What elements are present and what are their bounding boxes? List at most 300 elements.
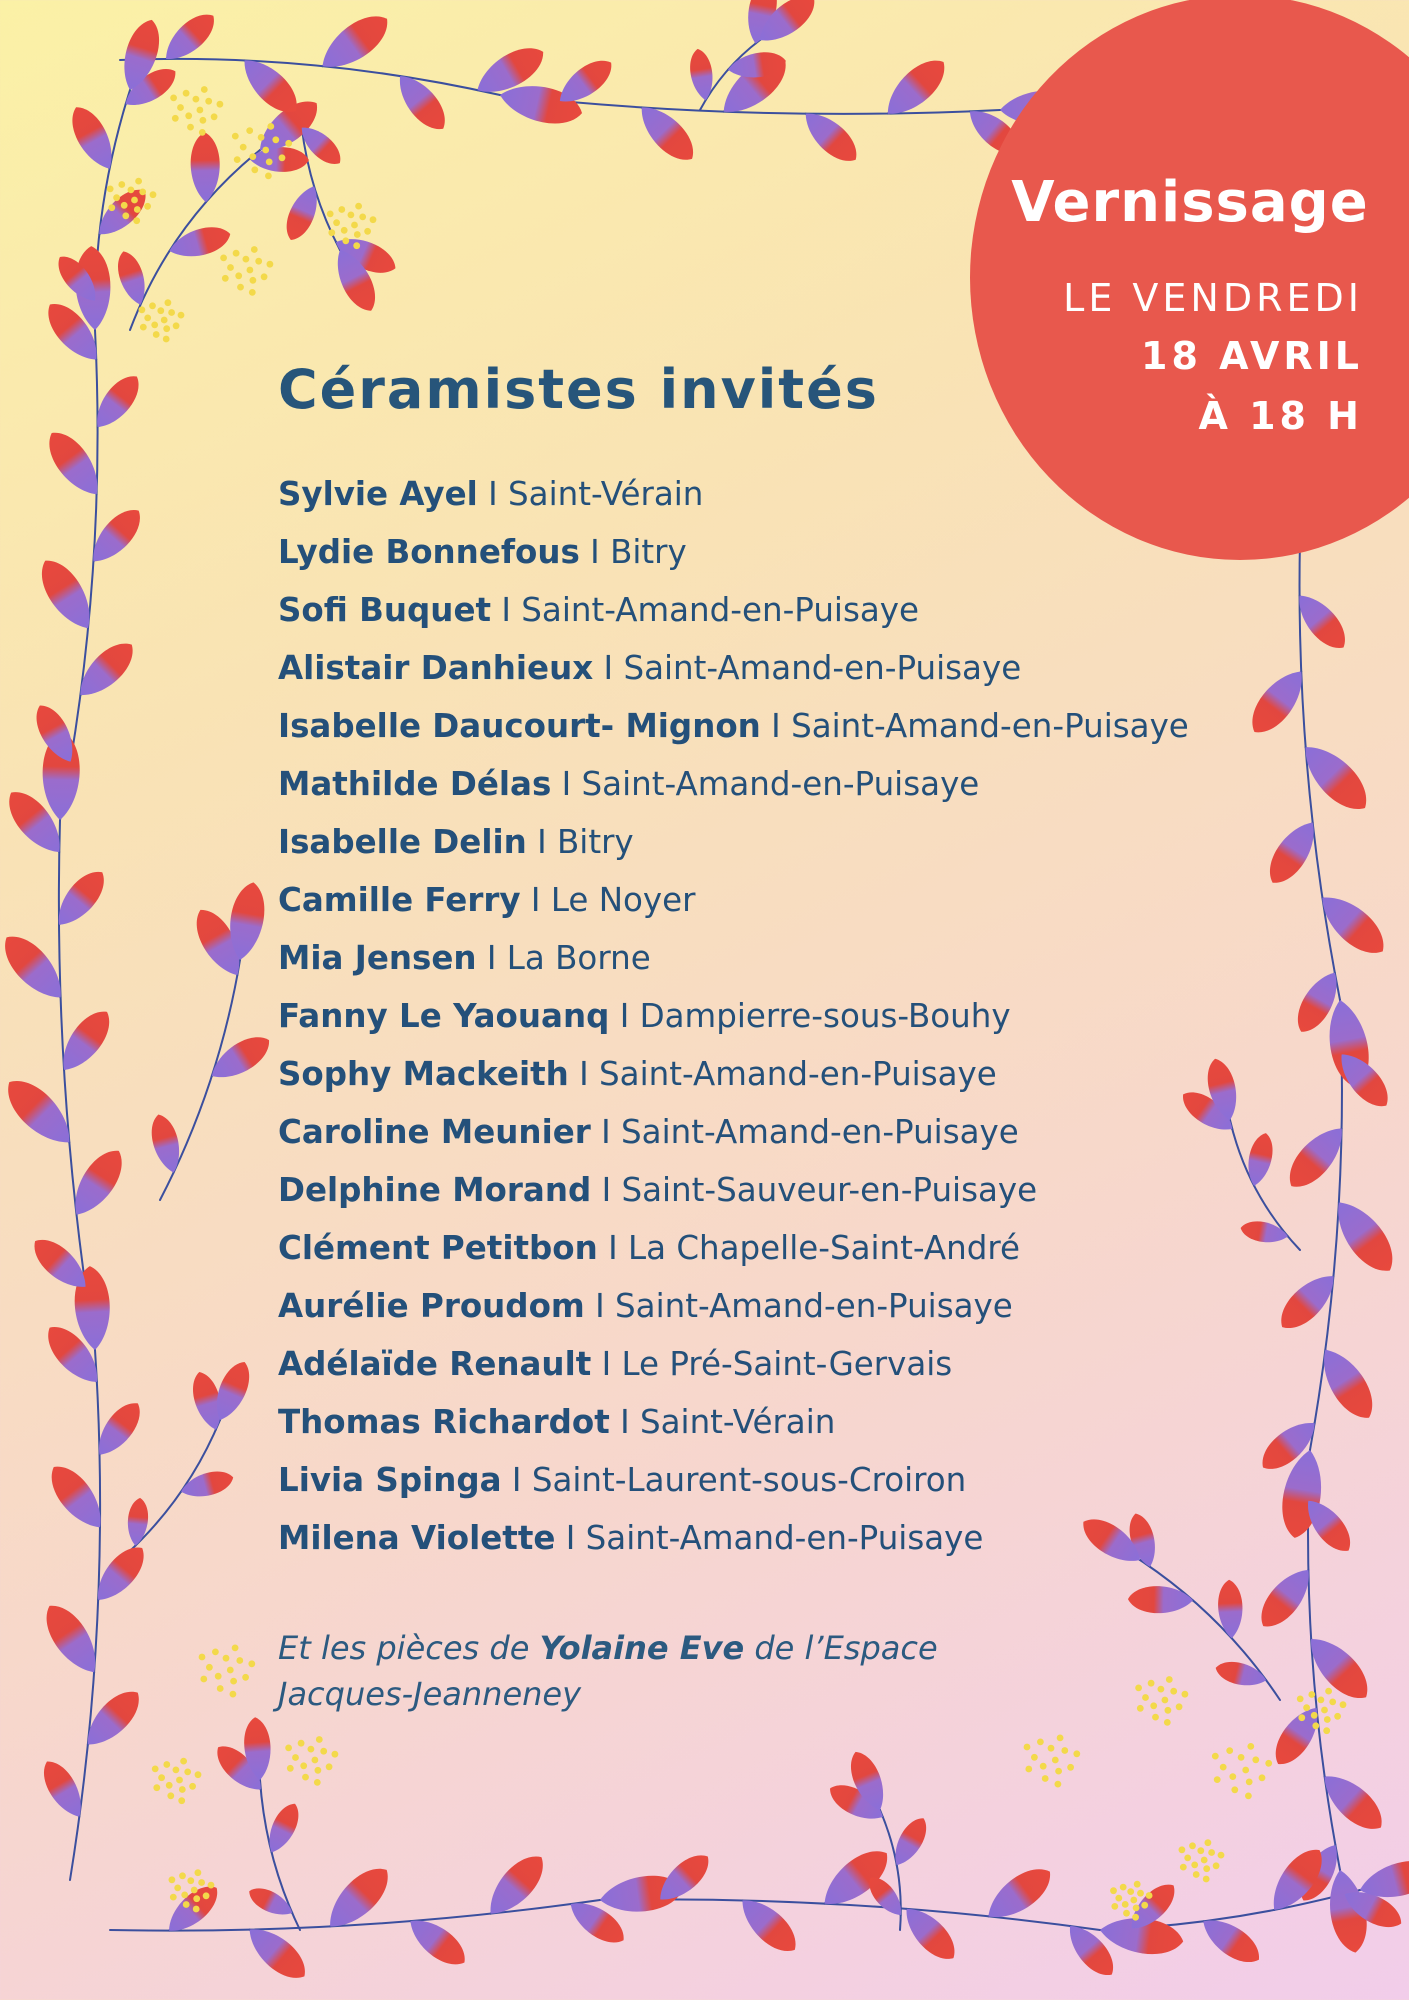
- mimosa-dot: [243, 256, 250, 263]
- mimosa-dot: [1141, 1902, 1148, 1909]
- mimosa-dot: [1323, 1727, 1330, 1734]
- mimosa-dot: [187, 1877, 194, 1884]
- mimosa-dot: [165, 299, 172, 306]
- mimosa-dot: [248, 1660, 255, 1667]
- artist-city: Saint-Amand-en-Puisaye: [621, 1113, 1019, 1151]
- artist-city: Bitry: [610, 533, 687, 571]
- mimosa-dot: [1040, 1763, 1047, 1770]
- mimosa-dot: [118, 181, 125, 188]
- mimosa-dot: [1246, 1779, 1253, 1786]
- artist-name: Camille Ferry: [278, 881, 521, 919]
- mimosa-dot: [215, 1673, 222, 1680]
- separator: I: [609, 1403, 640, 1441]
- petal: [126, 1497, 150, 1547]
- mimosa-dot: [1252, 1756, 1259, 1763]
- mimosa-dot: [237, 284, 244, 291]
- list-item: [278, 1108, 1189, 1166]
- mimosa-dot: [233, 250, 240, 257]
- artist-city: Saint-Vérain: [508, 475, 704, 513]
- mimosa-dot: [1137, 1705, 1144, 1712]
- mimosa-dot: [153, 331, 160, 338]
- mimosa-dot: [187, 124, 194, 131]
- list-item: [278, 1282, 1189, 1340]
- list-item: [278, 1050, 1189, 1108]
- petal: [41, 1457, 112, 1537]
- mimosa-dot: [247, 267, 254, 274]
- mimosa-dot: [122, 212, 129, 219]
- mimosa-dot: [1132, 1914, 1139, 1921]
- separator: I: [579, 533, 611, 571]
- mimosa-dot: [161, 317, 168, 324]
- mimosa-dot: [1061, 1747, 1068, 1754]
- mimosa-dot: [1179, 1846, 1186, 1853]
- stem: [120, 59, 500, 95]
- mimosa-dot: [354, 231, 361, 238]
- mimosa-dot: [1025, 1766, 1032, 1773]
- petal: [313, 5, 397, 79]
- mimosa-dot: [1165, 1707, 1172, 1714]
- separator: I: [520, 881, 551, 919]
- mimosa-dot: [1340, 1701, 1347, 1708]
- artist-city: Saint-Amand-en-Puisaye: [599, 1055, 997, 1093]
- mimosa-dot: [167, 1792, 174, 1799]
- mimosa-dot: [1048, 1745, 1055, 1752]
- mimosa-dot: [184, 1769, 191, 1776]
- artist-name: Fanny Le Yaouanq: [278, 997, 610, 1035]
- separator: I: [597, 1229, 628, 1267]
- mimosa-dot: [370, 216, 377, 223]
- artist-city: Bitry: [557, 823, 634, 861]
- petal: [1311, 1341, 1383, 1427]
- artist-list: [278, 470, 1189, 1572]
- badge-date: 18 AVRIL: [1141, 334, 1363, 378]
- mimosa-dot: [1247, 1743, 1254, 1750]
- mimosa-dot: [1231, 1786, 1238, 1793]
- mimosa-dot: [200, 1676, 207, 1683]
- mimosa-dot: [1303, 1704, 1310, 1711]
- mimosa-dot: [1203, 1865, 1210, 1872]
- artist-city: Saint-Amand-en-Puisaye: [585, 1519, 984, 1557]
- mimosa-dot: [341, 227, 348, 234]
- mimosa-dot: [1067, 1764, 1074, 1771]
- mimosa-dot: [1312, 1722, 1319, 1729]
- mimosa-dot: [320, 1748, 327, 1755]
- petal: [687, 47, 716, 102]
- mimosa-dot: [265, 173, 272, 180]
- mimosa-dot: [364, 228, 371, 235]
- artist-name: Isabelle Daucourt- Mignon: [278, 707, 761, 745]
- mimosa-dot: [1110, 1887, 1117, 1894]
- mimosa-dot: [300, 1762, 307, 1769]
- mimosa-dot: [1324, 1716, 1331, 1723]
- mimosa-dot: [279, 154, 286, 161]
- mimosa-dot: [308, 1746, 315, 1753]
- mimosa-dot: [1245, 1793, 1252, 1800]
- mimosa-dot: [302, 1774, 309, 1781]
- mimosa-dot: [1120, 1884, 1127, 1891]
- mimosa-dot: [242, 1674, 249, 1681]
- separator: I: [555, 1519, 586, 1557]
- petal: [178, 1467, 236, 1503]
- separator: I: [591, 1345, 622, 1383]
- mimosa-dot: [158, 1774, 165, 1781]
- mimosa-dot: [1162, 1697, 1169, 1704]
- mimosa-dot: [134, 206, 141, 213]
- mimosa-dot: [285, 140, 292, 147]
- mimosa-dot: [316, 1736, 323, 1743]
- mimosa-dot: [163, 1761, 170, 1768]
- mimosa-dot: [178, 1797, 185, 1804]
- petal: [979, 1859, 1059, 1929]
- mimosa-dot: [140, 324, 147, 331]
- mimosa-dot: [183, 1901, 190, 1908]
- mimosa-dot: [1201, 1857, 1208, 1864]
- artist-city: Saint-Vérain: [640, 1403, 836, 1441]
- mimosa-dot: [227, 1667, 234, 1674]
- artist-name: Adélaïde Renault: [278, 1345, 592, 1383]
- mimosa-dot: [1127, 1888, 1134, 1895]
- mimosa-dot: [193, 1895, 200, 1902]
- separator: I: [591, 1171, 622, 1209]
- petal: [1272, 1266, 1344, 1338]
- mimosa-dot: [1197, 1847, 1204, 1854]
- badge-title: Vernissage: [1011, 170, 1369, 235]
- list-item: [278, 1224, 1189, 1282]
- mimosa-dot: [173, 322, 180, 329]
- mimosa-dot: [1122, 1901, 1129, 1908]
- mimosa-dot: [298, 1740, 305, 1747]
- badge-day: LE VENDREDI: [1063, 276, 1363, 320]
- mimosa-dot: [287, 1765, 294, 1772]
- mimosa-dot: [351, 222, 358, 229]
- mimosa-dot: [1203, 1876, 1210, 1883]
- mimosa-dot: [328, 229, 335, 236]
- mimosa-dot: [1193, 1871, 1200, 1878]
- separator: I: [491, 591, 522, 629]
- mimosa-dot: [151, 322, 158, 329]
- mimosa-dot: [314, 1779, 321, 1786]
- mimosa-dot: [332, 1751, 339, 1758]
- petal: [1243, 1131, 1277, 1189]
- mimosa-dot: [152, 1766, 159, 1773]
- mimosa-dot: [1318, 1697, 1325, 1704]
- mimosa-dot: [1055, 1768, 1062, 1775]
- mimosa-dot: [230, 1691, 237, 1698]
- mimosa-dot: [1259, 1774, 1266, 1781]
- mimosa-dot: [1180, 1864, 1187, 1871]
- artist-city: Saint-Sauveur-en-Puisaye: [621, 1171, 1038, 1209]
- footer-suffix: de l’Espace: [744, 1629, 938, 1667]
- mimosa-dot: [217, 101, 224, 108]
- mimosa-dot: [240, 144, 247, 151]
- artist-city: Saint-Laurent-sous-Croiron: [531, 1461, 967, 1499]
- mimosa-dot: [1238, 1754, 1245, 1761]
- petal: [1311, 885, 1394, 964]
- mimosa-dot: [173, 1767, 180, 1774]
- petal: [48, 863, 113, 933]
- mimosa-dot: [149, 302, 156, 309]
- mimosa-dot: [353, 242, 360, 249]
- artist-name: Isabelle Delin: [278, 823, 527, 861]
- petal: [318, 1858, 398, 1938]
- mimosa-dot: [139, 306, 146, 313]
- mimosa-dot: [197, 107, 204, 114]
- mimosa-dot: [1024, 1744, 1031, 1751]
- list-item: [278, 702, 1189, 760]
- list-item: [278, 876, 1189, 934]
- mimosa-dot: [236, 1657, 243, 1664]
- mimosa-dot: [1152, 1714, 1159, 1721]
- mimosa-dot: [211, 113, 218, 120]
- footer-prefix: Et les pièces de: [278, 1629, 540, 1667]
- list-item: [278, 934, 1189, 992]
- mimosa-dot: [1170, 1688, 1177, 1695]
- mimosa-dot: [1329, 1699, 1336, 1706]
- mimosa-dot: [208, 1882, 215, 1889]
- mimosa-dot: [250, 277, 257, 284]
- mimosa-dot: [206, 1664, 213, 1671]
- mimosa-dot: [177, 104, 184, 111]
- artist-name: Sofi Buquet: [278, 591, 492, 629]
- petal: [1213, 1657, 1269, 1690]
- mimosa-dot: [150, 191, 157, 198]
- mimosa-dot: [1057, 1735, 1064, 1742]
- separator: I: [476, 939, 507, 977]
- mimosa-dot: [246, 127, 253, 134]
- artist-name: Sophy Mackeith: [278, 1055, 569, 1093]
- petal: [261, 1799, 305, 1857]
- petal: [280, 181, 325, 244]
- mimosa-dot: [1164, 1719, 1171, 1726]
- mimosa-dot: [183, 90, 190, 97]
- petal: [70, 634, 142, 706]
- mimosa-dot: [1137, 1890, 1144, 1897]
- list-item: [278, 586, 1189, 644]
- mimosa-dot: [1208, 1849, 1215, 1856]
- mimosa-dot: [166, 1782, 173, 1789]
- separator: I: [551, 765, 582, 803]
- artist-city: Saint-Amand-en-Puisaye: [581, 765, 980, 803]
- artist-name: Delphine Morand: [278, 1171, 592, 1209]
- mimosa-dot: [178, 312, 185, 319]
- mimosa-dot: [168, 309, 175, 316]
- mimosa-dot: [359, 214, 366, 221]
- mimosa-dot: [1111, 1903, 1118, 1910]
- list-item: [278, 528, 1189, 586]
- mimosa-dot: [193, 96, 200, 103]
- mimosa-dot: [251, 166, 258, 173]
- footer-note: [278, 1625, 1078, 1717]
- mimosa-dot: [355, 203, 362, 210]
- list-item: [278, 1340, 1189, 1398]
- separator: I: [593, 649, 624, 687]
- mimosa-dot: [133, 217, 140, 224]
- mimosa-dot: [198, 1879, 205, 1886]
- mimosa-dot: [230, 1678, 237, 1685]
- mimosa-dot: [200, 117, 207, 124]
- artist-city: La Chapelle-Saint-André: [627, 1229, 1020, 1267]
- mimosa-dot: [234, 156, 241, 163]
- mimosa-dot: [1325, 1688, 1332, 1695]
- mimosa-dot: [267, 261, 274, 268]
- mimosa-dot: [217, 1685, 224, 1692]
- petal: [1195, 1910, 1266, 1971]
- mimosa-dot: [195, 1869, 202, 1876]
- mimosa-dot: [108, 204, 115, 211]
- mimosa-dot: [312, 1757, 319, 1764]
- separator: I: [477, 475, 509, 513]
- list-item: [278, 760, 1189, 818]
- mimosa-dot: [1265, 1760, 1272, 1767]
- mimosa-dot: [121, 202, 128, 209]
- petal: [1128, 1586, 1194, 1614]
- artist-city: Dampierre-sous-Bouhy: [639, 997, 1011, 1035]
- mimosa-dot: [1311, 1712, 1318, 1719]
- mimosa-dot: [1297, 1696, 1304, 1703]
- mimosa-dot: [1334, 1713, 1341, 1720]
- petal: [63, 100, 122, 175]
- mimosa-dot: [1115, 1895, 1122, 1902]
- petal: [389, 67, 454, 138]
- mimosa-dot: [113, 194, 120, 201]
- mimosa-dot: [342, 237, 349, 244]
- mimosa-dot: [1226, 1747, 1233, 1754]
- artist-name: Thomas Richardot: [278, 1403, 610, 1441]
- mimosa-dot: [1321, 1707, 1328, 1714]
- mimosa-dot: [249, 289, 256, 296]
- artist-name: Livia Spinga: [278, 1461, 502, 1499]
- mimosa-dot: [131, 197, 138, 204]
- artist-name: Milena Violette: [278, 1519, 556, 1557]
- mimosa-dot: [205, 98, 212, 105]
- mimosa-dot: [292, 1754, 299, 1761]
- mimosa-dot: [1214, 1776, 1221, 1783]
- petal: [1293, 735, 1378, 820]
- mimosa-dot: [1142, 1694, 1149, 1701]
- mimosa-dot: [163, 336, 170, 343]
- list-item: [278, 1398, 1189, 1456]
- mimosa-dot: [1134, 1881, 1141, 1888]
- mimosa-dot: [1158, 1686, 1165, 1693]
- mimosa-dot: [1191, 1862, 1198, 1869]
- mimosa-dot: [222, 275, 229, 282]
- mimosa-dot: [181, 1892, 188, 1899]
- artist-name: Mathilde Délas: [278, 765, 552, 803]
- mimosa-dot: [1073, 1750, 1080, 1757]
- mimosa-dot: [1042, 1775, 1049, 1782]
- petal: [204, 1028, 276, 1088]
- mimosa-dot: [1123, 1910, 1130, 1917]
- list-item: [278, 818, 1189, 876]
- artist-city: Saint-Amand-en-Puisaye: [615, 1287, 1013, 1325]
- mimosa-dot: [127, 187, 134, 194]
- petal: [479, 1847, 553, 1925]
- separator: I: [568, 1055, 600, 1093]
- petal: [112, 248, 151, 308]
- mimosa-dot: [251, 246, 258, 253]
- mimosa-dot: [1212, 1753, 1219, 1760]
- artist-name: Sylvie Ayel: [278, 475, 478, 513]
- artist-city: Saint-Amand-en-Puisaye: [521, 591, 920, 629]
- footer-line2: Jacques-Jeanneney: [278, 1675, 582, 1713]
- mimosa-dot: [235, 272, 242, 279]
- mimosa-dot: [1135, 1685, 1142, 1692]
- list-item: [278, 1514, 1189, 1572]
- petal: [1314, 1765, 1392, 1839]
- mimosa-dot: [157, 307, 164, 314]
- petal: [146, 1111, 185, 1175]
- mimosa-dot: [199, 1654, 206, 1661]
- mimosa-dot: [1220, 1764, 1227, 1771]
- mimosa-dot: [1182, 1691, 1189, 1698]
- mimosa-dot: [169, 1876, 176, 1883]
- petal: [245, 1882, 297, 1921]
- artist-name: Aurélie Proudom: [278, 1287, 585, 1325]
- petal: [234, 50, 306, 122]
- list-item: [278, 1456, 1189, 1514]
- list-item: [278, 992, 1189, 1050]
- separator: I: [584, 1287, 616, 1325]
- mimosa-dot: [176, 1777, 183, 1784]
- mimosa-dot: [232, 1645, 239, 1652]
- mimosa-dot: [258, 134, 265, 141]
- artist-name: Mia Jensen: [278, 939, 477, 977]
- artist-name: Alistair Danhieux: [278, 649, 594, 687]
- list-item: [278, 1166, 1189, 1224]
- mimosa-dot: [1146, 1892, 1153, 1899]
- mimosa-dot: [1229, 1773, 1236, 1780]
- mimosa-dot: [272, 136, 279, 143]
- mimosa-dot: [1031, 1754, 1038, 1761]
- petal: [39, 424, 109, 504]
- mimosa-dot: [223, 1655, 230, 1662]
- mimosa-dot: [191, 1887, 198, 1894]
- mimosa-dot: [1037, 1739, 1044, 1746]
- artist-city: La Borne: [506, 939, 651, 977]
- list-item: [278, 470, 1189, 528]
- footer-highlight: Yolaine Eve: [539, 1629, 745, 1667]
- petal: [631, 97, 703, 169]
- petal: [887, 1813, 933, 1871]
- mimosa-dot: [179, 1786, 186, 1793]
- mimosa-dot: [174, 1885, 181, 1892]
- badge-time: À 18 H: [1198, 394, 1363, 438]
- mimosa-dot: [1205, 1839, 1212, 1846]
- mimosa-dot: [212, 1649, 219, 1656]
- mimosa-dot: [144, 315, 151, 322]
- petal: [0, 926, 73, 1008]
- mimosa-dot: [285, 1745, 292, 1752]
- mimosa-dot: [266, 159, 273, 166]
- mimosa-dot: [249, 153, 256, 160]
- mimosa-dot: [1133, 1905, 1140, 1912]
- mimosa-dot: [327, 211, 334, 218]
- petal: [1239, 1218, 1290, 1246]
- mimosa-dot: [261, 273, 268, 280]
- mimosa-dot: [1052, 1757, 1059, 1764]
- petal: [1217, 1579, 1244, 1639]
- mimosa-dot: [1213, 1862, 1220, 1869]
- mimosa-dot: [180, 1758, 187, 1765]
- mimosa-dot: [1218, 1852, 1225, 1859]
- mimosa-dot: [185, 112, 192, 119]
- mimosa-dot: [1150, 1702, 1157, 1709]
- artist-city: Saint-Amand-en-Puisaye: [623, 649, 1022, 687]
- separator: I: [526, 823, 557, 861]
- mimosa-dot: [315, 1767, 322, 1774]
- separator: I: [609, 997, 640, 1035]
- mimosa-dot: [1148, 1680, 1155, 1687]
